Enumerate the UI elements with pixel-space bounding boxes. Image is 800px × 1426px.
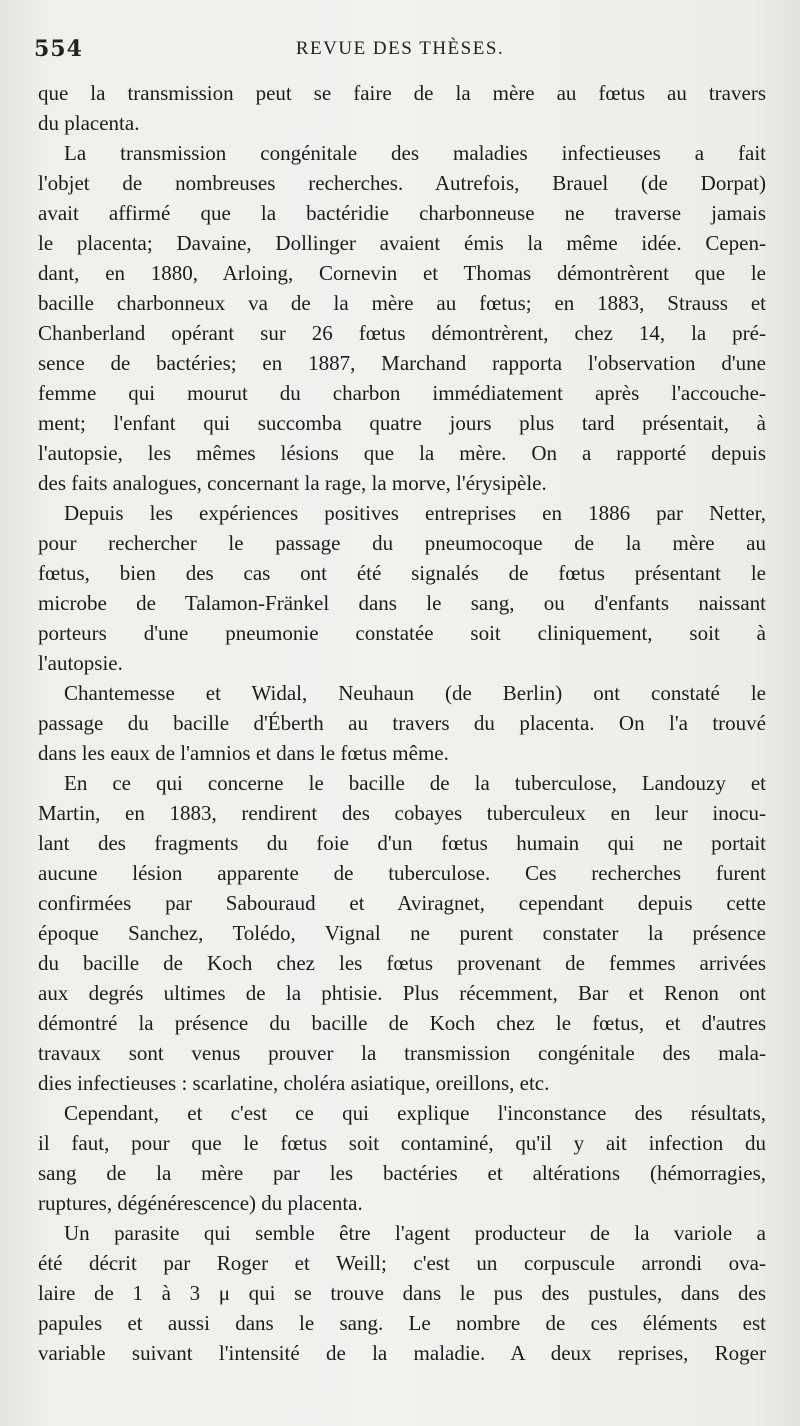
text-line: femme qui mourut du charbon immédiatement après l'accouche- [38, 381, 766, 405]
text-line: variable suivant l'intensité de la maladie. A deux reprises, Roger [38, 1341, 766, 1365]
text-line: microbe de Talamon-Fränkel dans le sang, ou d'enfants naissant [38, 591, 766, 615]
text-line: dant, en 1880, Arloing, Cornevin et Thomas démontrèrent que le [38, 261, 766, 285]
text-line: laire de 1 à 3 μ qui se trouve dans le pus des pustules, dans des [38, 1281, 766, 1305]
text-line: été décrit par Roger et Weill; c'est un corpuscule arrondi ova- [38, 1251, 766, 1275]
text-line: avait affirmé que la bactéridie charbonneuse ne traverse jamais [38, 201, 766, 225]
text-line: démontré la présence du bacille de Koch chez le fœtus, et d'autres [38, 1011, 766, 1035]
text-line: il faut, pour que le fœtus soit contaminé, qu'il y ait infection du [38, 1131, 766, 1155]
text-line: dies infectieuses : scarlatine, choléra asiatique, oreillons, etc. [38, 1071, 550, 1095]
text-line: sence de bactéries; en 1887, Marchand rapporta l'observation d'une [38, 351, 766, 375]
text-line: papules et aussi dans le sang. Le nombre de ces éléments est [38, 1311, 766, 1335]
text-line: aux degrés ultimes de la phtisie. Plus récemment, Bar et Renon ont [38, 981, 766, 1005]
text-line: Un parasite qui semble être l'agent producteur de la variole a [64, 1221, 766, 1245]
text-line: confirmées par Sabouraud et Aviragnet, cependant depuis cette [38, 891, 766, 915]
text-line: La transmission congénitale des maladies infectieuses a fait [64, 141, 766, 165]
text-line: que la transmission peut se faire de la mère au fœtus au travers [38, 81, 766, 105]
text-line: fœtus, bien des cas ont été signalés de fœtus présentant le [38, 561, 766, 585]
text-line: passage du bacille d'Éberth au travers du placenta. On l'a trouvé [38, 711, 766, 735]
text-line: dans les eaux de l'amnios et dans le fœtus même. [38, 741, 449, 765]
text-line: Chantemesse et Widal, Neuhaun (de Berlin) ont constaté le [64, 681, 766, 705]
text-line: Cependant, et c'est ce qui explique l'inconstance des résultats, [64, 1101, 766, 1125]
text-line: Depuis les expériences positives entreprises en 1886 par Netter, [64, 501, 766, 525]
text-line: l'autopsie, les mêmes lésions que la mère. On a rapporté depuis [38, 441, 766, 465]
text-line: En ce qui concerne le bacille de la tuberculose, Landouzy et [64, 771, 766, 795]
text-line: des faits analogues, concernant la rage, la morve, l'érysipèle. [38, 471, 547, 495]
text-line: lant des fragments du foie d'un fœtus humain qui ne portait [38, 831, 766, 855]
text-line: du placenta. [38, 111, 140, 135]
text-line: travaux sont venus prouver la transmission congénitale des mala- [38, 1041, 766, 1065]
text-line: porteurs d'une pneumonie constatée soit cliniquement, soit à [38, 621, 766, 645]
text-line: ruptures, dégénérescence) du placenta. [38, 1191, 363, 1215]
text-line: Martin, en 1883, rendirent des cobayes tuberculeux en leur inocu- [38, 801, 766, 825]
text-line: l'autopsie. [38, 651, 123, 675]
text-line: du bacille de Koch chez les fœtus provenant de femmes arrivées [38, 951, 766, 975]
text-line: époque Sanchez, Tolédo, Vignal ne purent constater la présence [38, 921, 766, 945]
text-line: ment; l'enfant qui succomba quatre jours plus tard présentait, à [38, 411, 766, 435]
page-number: 554 [34, 36, 83, 62]
text-line: le placenta; Davaine, Dollinger avaient émis la même idée. Cepen- [38, 231, 766, 255]
running-header [34, 36, 766, 64]
journal-title: REVUE DES THÈSES. [295, 38, 505, 59]
text-line: Chanberland opérant sur 26 fœtus démontrèrent, chez 14, la pré- [38, 321, 766, 345]
text-line: aucune lésion apparente de tuberculose. Ces recherches furent [38, 861, 766, 885]
text-line: bacille charbonneux va de la mère au fœtus; en 1883, Strauss et [38, 291, 766, 315]
text-line: sang de la mère par les bactéries et altérations (hémorragies, [38, 1161, 766, 1185]
body-text [38, 78, 766, 1368]
text-line: pour rechercher le passage du pneumocoque de la mère au [38, 531, 766, 555]
text-line: l'objet de nombreuses recherches. Autrefois, Brauel (de Dorpat) [38, 171, 766, 195]
